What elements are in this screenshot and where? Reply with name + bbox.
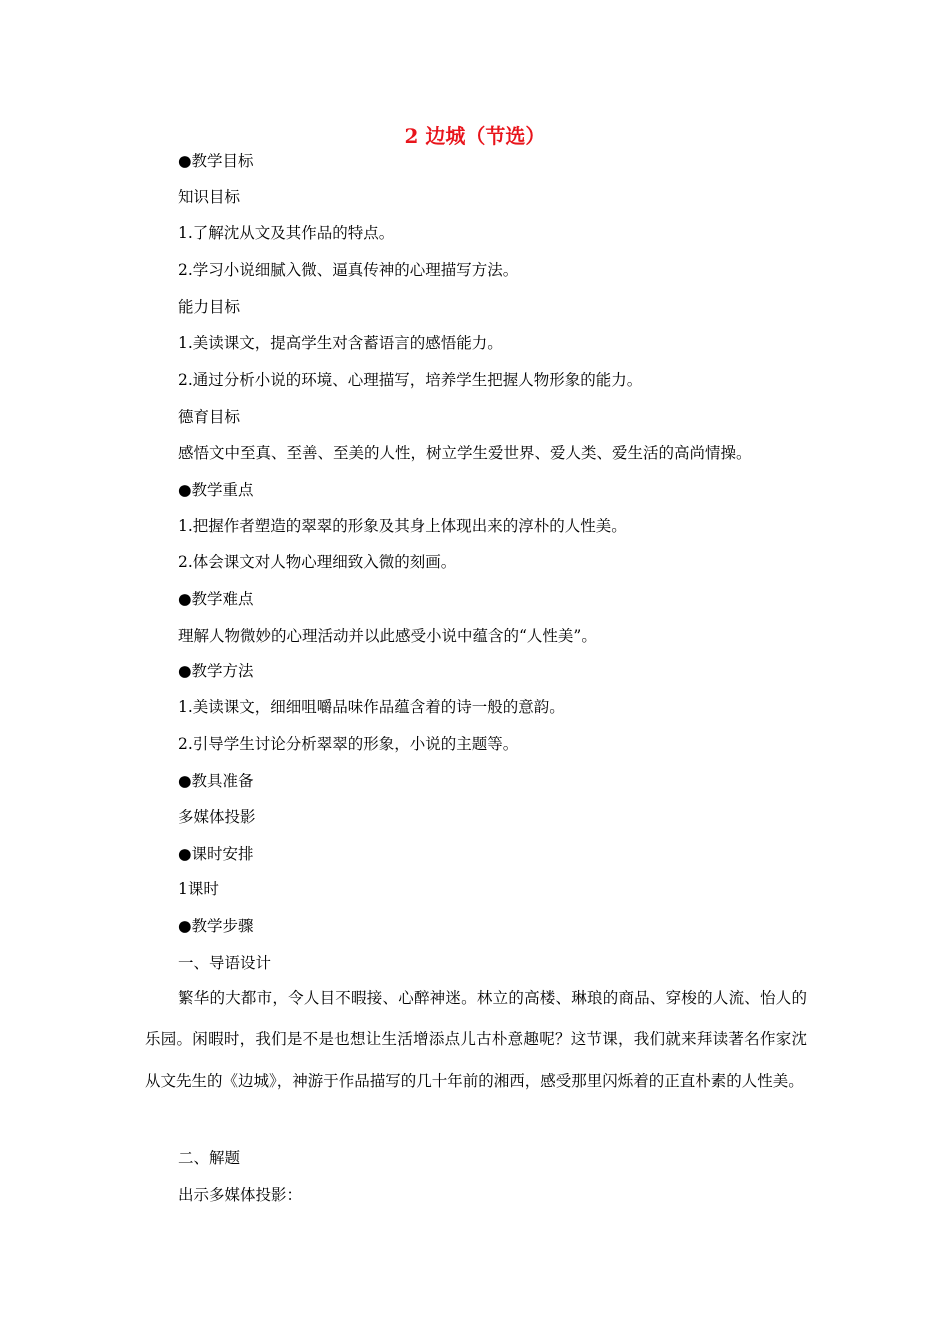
ability-goal-2: 2.通过分析小说的环境、心理描写，培养学生把握人物形象的能力。 <box>178 371 643 389</box>
subheading-moral-goals: 德育目标 <box>178 408 241 426</box>
schedule-text: 1课时 <box>178 880 219 898</box>
step-2-heading: 二、解题 <box>178 1149 241 1167</box>
subheading-ability-goals: 能力目标 <box>178 298 241 316</box>
intro-paragraph: 繁华的大都市，令人目不暇接、心醉神迷。林立的高楼、琳琅的商品、穿梭的人流、怡人的乐园。闲暇时，我们是不是也想让生活增添点儿古朴意趣呢？这节课，我们就来拜读著名作家沈从文先生的《边城》，神游于作品描写的几十年前的湘西，感受那里闪烁着的正直朴素的人性美。 <box>145 989 807 1090</box>
knowledge-goal-1: 1.了解沈从文及其作品的特点。 <box>178 224 395 242</box>
moral-goal: 感悟文中至真、至善、至美的人性，树立学生爱世界、爱人类、爱生活的高尚情操。 <box>178 444 752 462</box>
subheading-knowledge-goals: 知识目标 <box>178 188 241 206</box>
key-point-2: 2.体会课文对人物心理细致入微的刻画。 <box>178 553 457 571</box>
section-schedule: ●课时安排 <box>178 845 254 863</box>
section-teaching-goals: ●教学目标 <box>178 152 254 170</box>
method-1: 1.美读课文，细细咀嚼品味作品蕴含着的诗一般的意韵。 <box>178 698 565 716</box>
step-1-heading: 一、导语设计 <box>178 954 272 972</box>
section-teaching-aids: ●教具准备 <box>178 772 254 790</box>
method-2: 2.引导学生讨论分析翠翠的形象，小说的主题等。 <box>178 735 519 753</box>
section-methods: ●教学方法 <box>178 662 254 680</box>
section-key-points: ●教学重点 <box>178 481 254 499</box>
section-steps: ●教学步骤 <box>178 917 254 935</box>
knowledge-goal-2: 2.学习小说细腻入微、逼真传神的心理描写方法。 <box>178 261 519 279</box>
difficulty-text: 理解人物微妙的心理活动并以此感受小说中蕴含的“人性美”。 <box>178 627 597 645</box>
teaching-aids-text: 多媒体投影 <box>178 808 256 826</box>
section-difficulties: ●教学难点 <box>178 590 254 608</box>
document-title: 2 边城（节选） <box>404 124 546 148</box>
projection-instruction: 出示多媒体投影： <box>178 1186 303 1204</box>
ability-goal-1: 1.美读课文，提高学生对含蓄语言的感悟能力。 <box>178 334 503 352</box>
key-point-1: 1.把握作者塑造的翠翠的形象及其身上体现出来的淳朴的人性美。 <box>178 517 627 535</box>
